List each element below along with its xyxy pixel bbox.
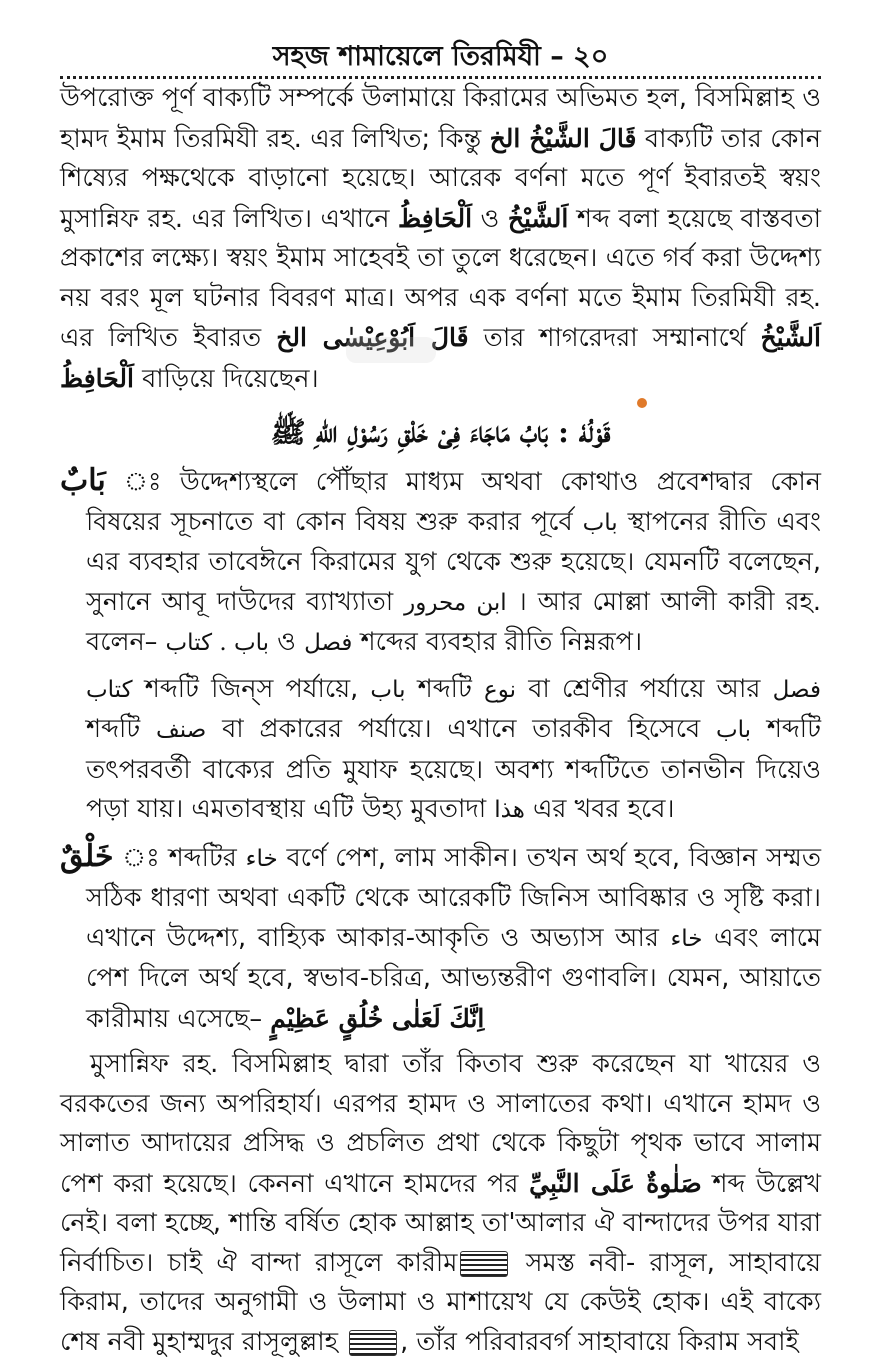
text-run: বা প্রকারের পর্যায়ে। এখানে তারকীব হিসেবে bbox=[206, 714, 716, 744]
arabic-word: باب bbox=[582, 509, 618, 536]
arabic-word: اَلْحَافِظُ bbox=[398, 203, 473, 233]
text-run: শব্দটি জিন্‌স পর্যায়ে, bbox=[132, 673, 371, 704]
arabic-word: اَلشَّيْخُ bbox=[507, 203, 569, 233]
text-run: ও bbox=[472, 203, 508, 234]
arabic-word: باب bbox=[370, 676, 406, 703]
text-run: তার শাগরেদরা সম্মানার্থে bbox=[468, 323, 761, 353]
text-run: মুসান্নিফ রহ. বিসমিল্লাহ দ্বারা তাঁর কিতাব শুরু করেছেন যা খায়ের ও বরকতের জন্য অপরিহার্য। এরপর হামদ ও সালাতের কথা। এখানে হামদ ও সালাত আদায়ের প্রসিদ্ধ ও প্রচলিত প্রথা থেকে কিছুটা পৃথক ভাবে সালাম পেশ করা হয়েছে। কেননা এখানে হামদের পর bbox=[60, 1049, 821, 1199]
text-run: বর্ণে পেশ, লাম সাকীন। তখন অর্থ হবে, বিজ্ঞান সম্মত সঠিক ধারণা অথবা একটি থেকে আরেকটি জিনিস আবিষ্কার ও সৃষ্টি করা। এখানে উদ্দেশ্য, বাহ্যিক আকার-আকৃতি ও অভ্যাস আর bbox=[86, 842, 821, 953]
arabic-phrase: قَالَ الشَّيْخُ الخ bbox=[489, 123, 637, 153]
arabic-word: خاء bbox=[670, 925, 703, 952]
arabic-word: صنف bbox=[156, 717, 207, 743]
text-run: ঃ শব্দটির bbox=[113, 842, 246, 873]
arabic-word: فصل bbox=[304, 630, 353, 656]
arabic-phrase: صَلٰوةٌ عَلَى النَّبِيِّ bbox=[529, 1168, 702, 1198]
ink-dot bbox=[637, 398, 647, 408]
text-run: উপরোক্ত পূর্ণ বাক্যটি সম্পর্কে উলামায়ে কিরামের অভিমত হল, বিসমিল্লাহ ও হামদ ইমাম তিরমিযী রহ. এর লিখিত; কিন্তু bbox=[60, 83, 821, 154]
text-run: বা শ্রেণীর পর্যায়ে আর bbox=[516, 673, 773, 704]
arabic-word: ابن محرور bbox=[404, 589, 507, 616]
salla-allah-seal-icon bbox=[349, 1330, 397, 1356]
kitab-paragraph bbox=[60, 670, 821, 831]
arabic-word: هذا bbox=[494, 797, 525, 823]
text-run: বাক্যটি তার কোন শিষ্যের পক্ষথেকে বাড়ানো হয়েছে। আরেক বর্ণনা মতে পূর্ণ ইবারতই স্বয়ং মুসান্নিফ রহ. এর লিখিত। এখানে bbox=[60, 123, 822, 234]
text-run: ও bbox=[269, 627, 305, 657]
arabic-word: خاء bbox=[245, 845, 278, 872]
khalq-paragraph bbox=[60, 837, 821, 1040]
term-bab: بَابٌ bbox=[60, 463, 106, 498]
arabic-phrase: قَالَ اَبُوْعِيْسٰى الخ bbox=[276, 323, 469, 352]
text-run: শব্দটি তৎপরবর্তী বাক্যের প্রতি মুযাফ হয়েছে। অবশ্য শব্দটিতে তানভীন দিয়েও পড়া যায়। এমতাবস্থায় এটি উহ্য মুবতাদা bbox=[86, 714, 822, 824]
arabic-word: باب bbox=[715, 717, 752, 743]
arabic-word: كتاب bbox=[86, 676, 133, 703]
closing-paragraph bbox=[60, 1045, 821, 1362]
text-run: স্থাপনের রীতি এবং এর ব্যবহার তাবেঈনে কিরামের যুগ থেকে শুরু হয়েছে। যেমনটি বলেছেন, সুনানে আবূ দাউদের ব্যাখ্যাতা bbox=[86, 506, 821, 617]
text-run: শব্দ বলা হয়েছে বাস্তবতা প্রকাশের লক্ষ্যে। স্বয়ং ইমাম সাহেবই তা তুলে ধরেছেন। এতে গর্ব করা উদ্দেশ্য নয় বরং মূল ঘটনার বিবরণ মাত্র। অপর এক বর্ণনা মতে ইমাম তিরমিযী রহ. এর লিখিত ইবারত bbox=[60, 203, 822, 353]
text-run: ঃ উদ্দেশ্যস্থলে পৌঁছার মাধ্যম অথবা কোথাও প্রবেশদ্বার কোন বিষয়ের সূচনাতে বা কোন বিষয় শুরু করার পূর্বে bbox=[86, 467, 821, 537]
text-run: সমস্ত নবী- রাসূল, সাহাবায়ে কিরাম, তাদের অনুগামী ও উলামা ও মাশায়েখ যে কেউই হোক। এই বাক্যে শেষ নবী মুহাম্মদুর রাসূলুল্লাহ bbox=[60, 1247, 821, 1357]
quran-verse: اِنَّكَ لَعَلٰى خُلُقٍ عَظِيْمٍ bbox=[270, 1003, 485, 1033]
paper-stain bbox=[346, 337, 436, 363]
salla-allah-seal-icon bbox=[460, 1251, 508, 1277]
page-header: সহজ শামায়েলে তিরমিযী – ২০ bbox=[272, 41, 609, 72]
text-run: , তাঁর পরিবারবর্গ সাহাবায়ে কিরাম সবাই bbox=[400, 1326, 799, 1357]
term-khalq: خَلْقٌ bbox=[60, 838, 114, 874]
text-run: বাড়িয়ে দিয়েছেন। bbox=[134, 363, 319, 394]
text-run: শব্দটি bbox=[86, 714, 156, 744]
text-run: এর খবর হবে। bbox=[524, 794, 675, 824]
arabic-word: باب . كتاب bbox=[165, 630, 270, 656]
arabic-word: اَلْحَافِظُ bbox=[60, 363, 134, 393]
arabic-word: اَلشَّيْخُ bbox=[760, 323, 821, 352]
arabic-word: فصل bbox=[772, 676, 821, 703]
intro-paragraph bbox=[60, 79, 821, 399]
text-run: শব্দটি bbox=[405, 673, 485, 704]
text-run: এবং লামে পেশ দিলে অর্থ হবে, স্বভাব-চরিত্র, আভ্যন্তরীণ গুণাবলি। যেমন, আয়াতে কারীমায় এসেছে– bbox=[86, 922, 821, 1034]
section-heading: قَوْلُهٗ : بَابُ مَاجَاءَ فِىْ خَلْقِ رَسُوْلِ اللّٰهِ ﷺ bbox=[270, 415, 611, 449]
text-run: শব্দের ব্যবহার রীতি নিম্নরূপ। bbox=[352, 627, 643, 657]
bab-paragraph bbox=[60, 461, 821, 664]
text-run: । আর মোল্লা আলী কারী রহ. বলেন– bbox=[86, 586, 822, 657]
arabic-word: نوع bbox=[484, 676, 517, 703]
text-run: শব্দ উল্লেখ নেই। বলা হচ্ছে, শান্তি বর্ষিত হোক আল্লাহ তা'আলার ঐ বান্দাদের উপর যারা নির্বাচিত। চাই ঐ বান্দা রাসূলে কারীম bbox=[60, 1168, 821, 1278]
